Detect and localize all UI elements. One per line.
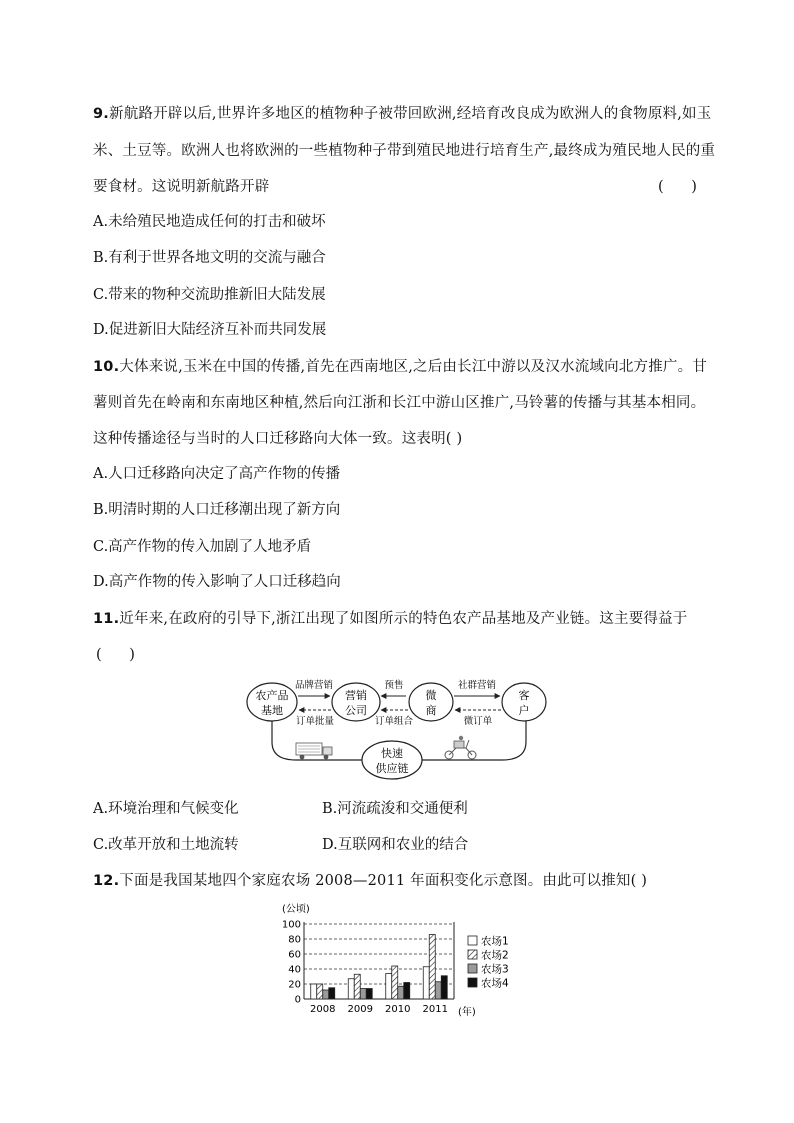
q11-option-d: D.互联网和农业的结合 xyxy=(322,837,469,853)
chart-ylabel: (公顷) xyxy=(282,904,310,915)
edge-label-presale: 预售 xyxy=(384,680,404,691)
legend-label: 农场3 xyxy=(481,963,509,976)
node-marketing-company-line2: 公司 xyxy=(345,704,367,717)
node-wechat-seller-line2: 商 xyxy=(425,704,437,717)
q9-option-b: B.有利于世界各地文明的交流与融合 xyxy=(93,250,326,266)
bar-农场3-2011 xyxy=(435,982,441,999)
edge-label-brand: 品牌营销 xyxy=(294,680,334,691)
node-wechat-seller xyxy=(409,683,453,721)
q9-line-1 xyxy=(93,104,711,124)
q9-text-1: 新航路开辟以后,世界许多地区的植物种子被带回欧洲,经培育改良成为欧洲人的食物原料,如玉 xyxy=(109,106,712,122)
y-tick-label: 100 xyxy=(281,919,301,931)
bar-农场4-2008 xyxy=(329,988,335,999)
q10-line-1 xyxy=(93,357,707,377)
node-supply-line1: 快速 xyxy=(381,747,403,760)
q10-option-a: A.人口迁移路向决定了高产作物的传播 xyxy=(93,466,341,482)
legend-label: 农场4 xyxy=(481,977,509,990)
legend-swatch xyxy=(468,936,477,945)
bar-农场2-2010 xyxy=(392,966,398,999)
y-tick-label: 60 xyxy=(288,949,301,961)
farm-area-bar-chart xyxy=(272,898,534,1024)
q10-option-c: C.高产作物的传入加剧了人地矛盾 xyxy=(93,539,312,555)
bar-农场1-2009 xyxy=(348,979,354,999)
q11-option-a: A.环境治理和气候变化 xyxy=(93,801,239,817)
node-agri-base xyxy=(247,683,297,721)
x-tick-label: 2011 xyxy=(422,1004,448,1015)
q9-answer-paren: ( ) xyxy=(658,179,697,195)
edge-label-bulk: 订单批量 xyxy=(295,716,335,727)
q11-number: 11. xyxy=(93,611,120,627)
q9-line-3: 要食材。这说明新航路开辟 xyxy=(93,179,270,195)
q12-number: 12. xyxy=(93,873,120,889)
node-marketing-company-line1: 营销 xyxy=(345,689,367,702)
node-supply-line2: 供应链 xyxy=(375,762,409,775)
bar-农场3-2008 xyxy=(323,990,329,999)
q11-option-b: B.河流疏浚和交通便利 xyxy=(322,801,468,817)
q11-option-c: C.改革开放和土地流转 xyxy=(93,837,239,853)
bar-农场2-2009 xyxy=(354,974,360,999)
q10-line-3: 这种传播途径与当时的人口迁移路向大体一致。这表明( ) xyxy=(93,431,463,447)
legend-swatch xyxy=(468,964,477,973)
node-customer xyxy=(502,683,546,721)
bar-农场1-2011 xyxy=(423,967,429,999)
q9-line-2: 米、土豆等。欧洲人也将欧洲的一些植物种子带到殖民地进行培育生产,最终成为殖民地人民的重 xyxy=(93,143,716,159)
y-tick-label: 40 xyxy=(288,964,301,976)
node-marketing-company xyxy=(332,683,380,721)
bar-农场4-2010 xyxy=(404,983,410,1000)
bar-农场2-2008 xyxy=(317,984,323,999)
y-tick-label: 80 xyxy=(288,934,301,946)
chart-xlabel: (年) xyxy=(458,1007,476,1018)
q9-option-c: C.带来的物种交流助推新旧大陆发展 xyxy=(93,287,326,303)
node-agri-base-line1: 农产品 xyxy=(255,689,289,702)
q10-number: 10. xyxy=(93,359,120,375)
x-tick-label: 2009 xyxy=(347,1004,373,1015)
q10-line-2: 薯则首先在岭南和东南地区种植,然后向江浙和长江中游山区推广,马铃薯的传播与其基本相同。 xyxy=(93,395,706,411)
q12-text-1: 下面是我国某地四个家庭农场 2008—2011 年面积变化示意图。由此可以推知( ) xyxy=(119,873,648,889)
edge-label-micro: 微订单 xyxy=(463,716,493,727)
q11-text-1: 近年来,在政府的引导下,浙江出现了如图所示的特色农产品基地及产业链。这主要得益于 xyxy=(119,611,688,627)
edge-label-social: 社群营销 xyxy=(457,680,497,691)
legend-swatch xyxy=(468,950,477,959)
bar-农场4-2009 xyxy=(366,989,372,1000)
legend-swatch xyxy=(468,978,477,987)
node-wechat-seller-line1: 微 xyxy=(425,689,437,702)
node-fast-supply-chain xyxy=(362,741,422,779)
bar-农场1-2008 xyxy=(311,984,317,999)
node-agri-base-line2: 基地 xyxy=(261,704,283,717)
q9-number: 9. xyxy=(93,106,109,122)
legend-label: 农场1 xyxy=(481,935,509,948)
x-tick-label: 2008 xyxy=(310,1004,336,1015)
q10-option-b: B.明清时期的人口迁移潮出现了新方向 xyxy=(93,502,341,518)
q10-text-1: 大体来说,玉米在中国的传播,首先在西南地区,之后由长江中游以及汉水流域向北方推广。甘 xyxy=(119,359,708,375)
truck-icon xyxy=(296,743,332,759)
x-tick-label: 2010 xyxy=(385,1004,411,1015)
bar-农场1-2010 xyxy=(386,974,392,1000)
bar-农场3-2010 xyxy=(398,986,404,999)
q10-option-d: D.高产作物的传入影响了人口迁移趋向 xyxy=(93,574,341,590)
supply-chain-diagram xyxy=(240,672,560,784)
q12-line-1 xyxy=(93,871,647,891)
legend-label: 农场2 xyxy=(481,949,509,962)
y-tick-label: 20 xyxy=(288,979,301,991)
y-tick-label: 0 xyxy=(294,994,301,1006)
q11-line-1 xyxy=(93,609,688,629)
bar-农场3-2009 xyxy=(360,989,366,1000)
q11-answer-paren: ( ) xyxy=(96,647,135,663)
q9-option-a: A.未给殖民地造成任何的打击和破坏 xyxy=(93,214,326,230)
bar-农场4-2011 xyxy=(441,976,447,999)
bar-农场2-2011 xyxy=(429,935,435,1000)
delivery-scooter-icon xyxy=(445,736,476,759)
q9-option-d: D.促进新旧大陆经济互补而共同发展 xyxy=(93,322,327,338)
edge-label-combine: 订单组合 xyxy=(374,716,414,727)
node-customer-line2: 户 xyxy=(518,704,530,717)
node-customer-line1: 客 xyxy=(518,689,530,702)
